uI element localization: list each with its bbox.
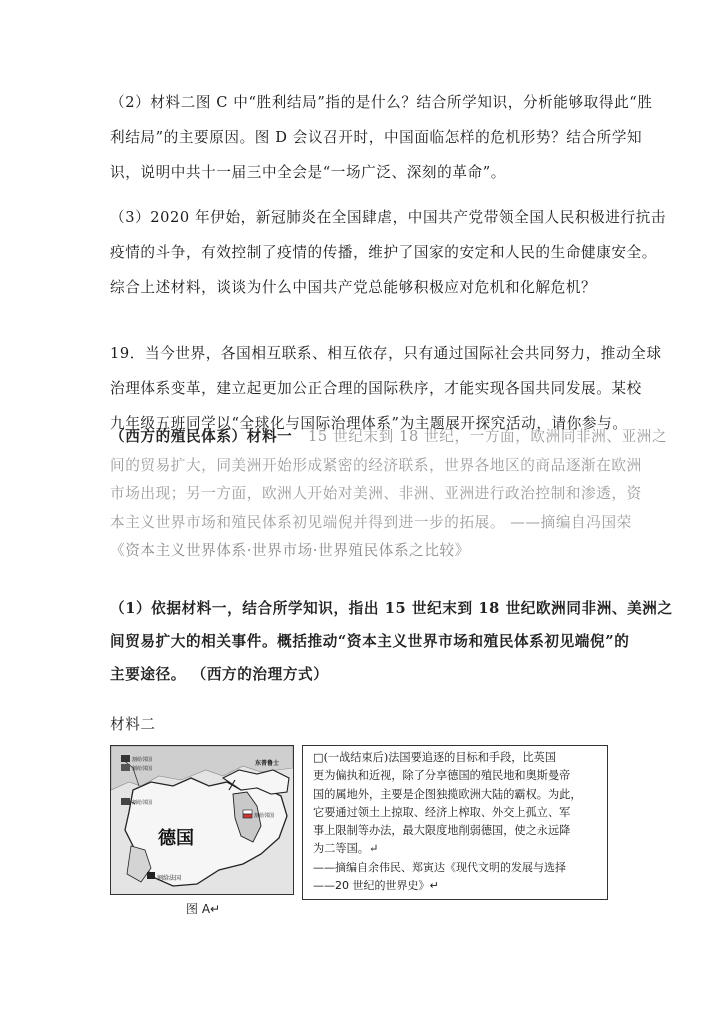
material-1-line: 本主义世界市场和殖民体系初见端倪并得到进一步的拓展。 ——摘编自冯国荣 xyxy=(110,513,632,531)
map-label-ceded: 割给邻国 xyxy=(132,757,153,763)
text-line: 治理体系变革，建立起更加公正合理的国际秩序，才能实现各国共同发展。某校 xyxy=(110,380,642,397)
material-1-line: 15 世纪末到 18 世纪，一方面，欧洲同非洲、亚洲之 xyxy=(308,428,668,445)
map-label-east-prussia: 东普鲁士 xyxy=(255,760,280,767)
quote-box xyxy=(302,745,608,900)
material-2-heading-text: 材料二 xyxy=(110,716,156,733)
material-1-heading: （西方的殖民体系）材料一 xyxy=(110,428,293,445)
quote-line: □(一战结束后)法国要追逐的目标和手段，比英国 xyxy=(313,751,557,764)
text-line: （2）材料二图 C 中“胜利结局”指的是什么？结合所学知识，分析能够取得此“胜 xyxy=(110,94,653,111)
quote-line: 事上限制等办法，最大限度地削弱德国，使之永远降 xyxy=(313,824,571,838)
text-line: 利结局”的主要原因。图 D 会议召开时，中国面临怎样的危机形势？结合所学知 xyxy=(110,129,643,146)
text-line xyxy=(110,423,668,452)
text-line: （1）依据材料一，结合所学知识，指出 15 世纪末到 18 世纪欧洲同非洲、美洲之 xyxy=(110,600,673,617)
map-label-germany: 德国 xyxy=(158,828,194,849)
figure-caption: 图 A↵ xyxy=(186,902,221,916)
map-label-ceded-france: 割给法国 xyxy=(157,875,182,882)
text-line: 九年级五班同学以“全球化与国际治理体系”为主题展开探究活动，请你参与。 xyxy=(110,415,628,432)
question-1 xyxy=(110,592,673,691)
germany-map xyxy=(110,745,294,895)
quote-source: ——摘编自余伟民、郑寅达《现代文明的发展与选择 xyxy=(313,860,566,874)
map-label-ceded: 割给邻国 xyxy=(132,800,153,806)
material-1-source: 《资本主义世界体系·世界市场·世界殖民体系之比较》 xyxy=(110,542,470,559)
material-2-heading xyxy=(110,707,620,742)
material-1-line: 间的贸易扩大，同美洲开始形成紧密的经济联系，世界各地区的商品逐渐在欧洲 xyxy=(110,456,642,474)
quote-source: ——20 世纪的世界史》↵ xyxy=(313,879,439,893)
quote-line: 为二等国。↵ xyxy=(313,842,379,856)
text-line: 间贸易扩大的相关事件。概括推动“资本主义世界市场和殖民体系初见端倪”的 xyxy=(110,633,630,650)
text-line: 综合上述材料，谈谈为什么中国共产党总能够积极应对危机和化解危机？ xyxy=(110,279,597,296)
question-3 xyxy=(110,200,667,305)
material-1-line: 市场出现；另一方面，欧洲人开始对美洲、非洲、亚洲进行政治控制和渗透，资 xyxy=(110,485,642,502)
text-line: （3）2020 年伊始，新冠肺炎在全国肆虐，中国共产党带领全国人民积极进行抗击 xyxy=(110,209,667,226)
text-line: 主要途径。 （西方的治理方式） xyxy=(110,666,329,683)
map-label-ceded: 割给邻国 xyxy=(254,813,275,819)
text-line: 识，说明中共十一届三中全会是“一场广泛、深刻的革命”。 xyxy=(110,164,506,181)
map-label-ceded: 割给邻国 xyxy=(132,766,153,772)
question-2 xyxy=(110,85,653,190)
quote-line: 国的属地外，主要是企图独揽欧洲大陆的霸权。为此， xyxy=(313,787,582,801)
text-line: 19．当今世界，各国相互联系、相互依存，只有通过国际社会共同努力，推动全球 xyxy=(110,345,662,362)
quote-line: 它要通过领土上掠取、经济上榨取、外交上孤立、军 xyxy=(313,805,571,819)
quote-line: 更为偏执和近视，除了分享德国的殖民地和奥斯曼帝 xyxy=(313,769,571,783)
text-line: 疫情的斗争，有效控制了疫情的传播，维护了国家的安定和人民的生命健康安全。 xyxy=(110,244,657,261)
material-1 xyxy=(110,423,668,566)
